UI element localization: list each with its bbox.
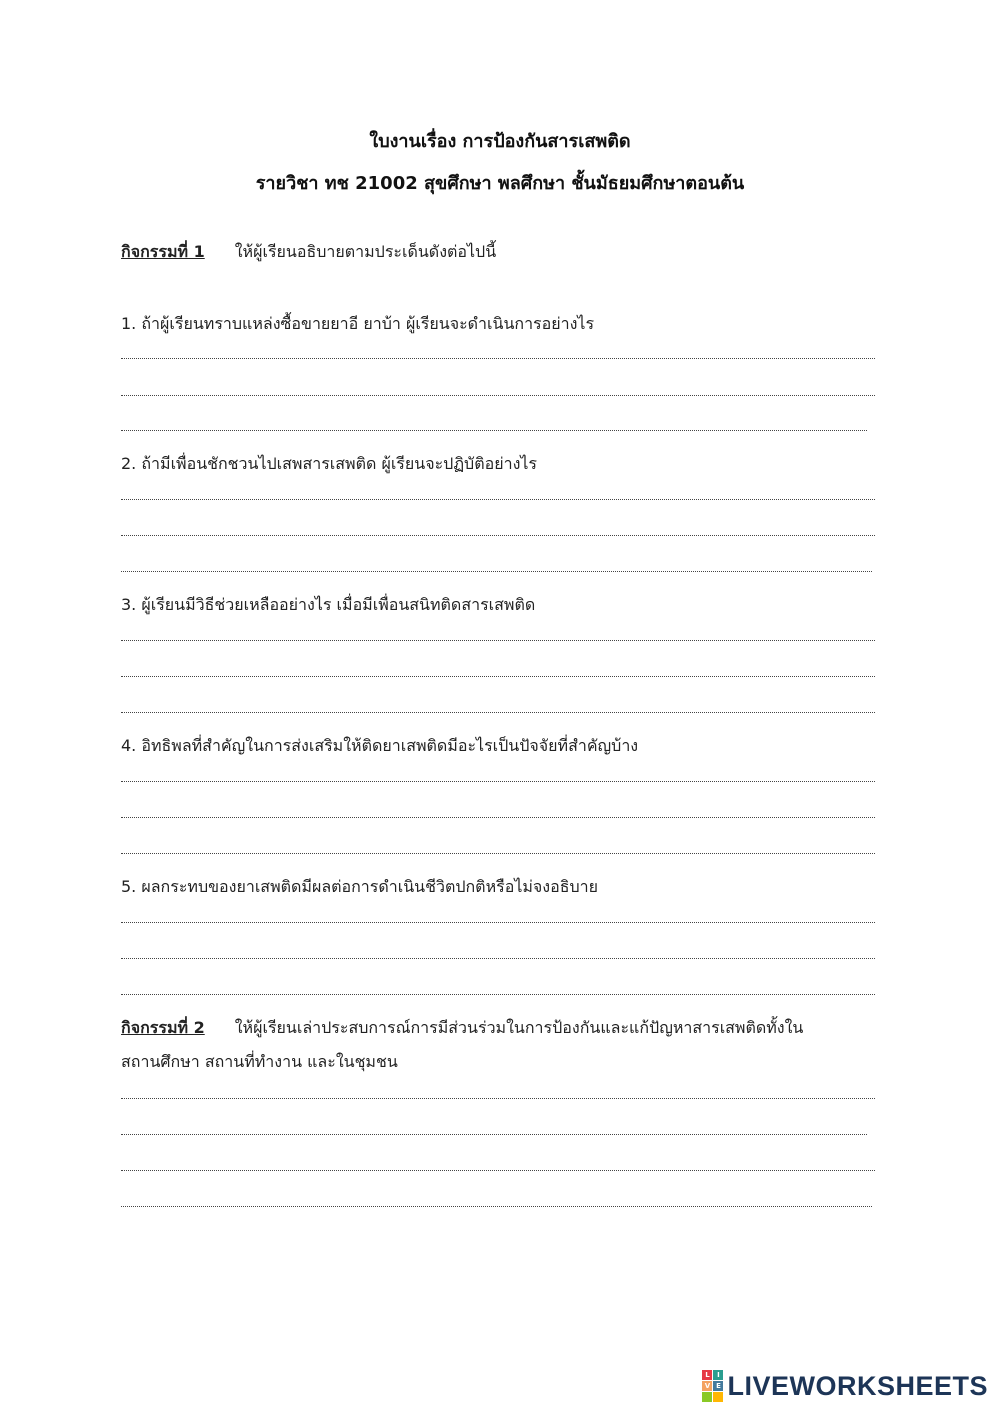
answer-line-4a[interactable] xyxy=(121,781,875,782)
logo-tile-4: E xyxy=(713,1381,723,1391)
answer-line-2c[interactable] xyxy=(121,571,872,572)
activity-1-label: กิจกรรมที่ 1 xyxy=(121,242,205,261)
activity-2-instruction-line1: ให้ผู้เรียนเล่าประสบการณ์การมีส่วนร่วมในการป้องกันและแก้ปัญหาสารเสพติดทั้งใน xyxy=(234,1018,804,1037)
logo-tile-3: V xyxy=(702,1381,712,1391)
answer-line-6b[interactable] xyxy=(121,1134,867,1135)
answer-line-1c[interactable] xyxy=(121,430,867,431)
activity-2-label: กิจกรรมที่ 2 xyxy=(121,1018,205,1037)
answer-line-6d[interactable] xyxy=(121,1206,872,1207)
liveworksheets-logo-icon xyxy=(702,1370,723,1402)
answer-line-2b[interactable] xyxy=(121,535,875,536)
liveworksheets-logo-text: LIVEWORKSHEETS xyxy=(727,1370,988,1401)
activity-2-instruction-line2: สถานศึกษา สถานที่ทำงาน และในชุมชน xyxy=(121,1052,398,1071)
answer-line-5c[interactable] xyxy=(121,994,875,995)
question-4: 4. อิทธิพลที่สำคัญในการส่งเสริมให้ติดยาเสพติดมีอะไรเป็นปัจจัยที่สำคัญบ้าง xyxy=(121,736,639,755)
answer-line-4c[interactable] xyxy=(121,853,875,854)
answer-line-2a[interactable] xyxy=(121,499,875,500)
answer-line-4b[interactable] xyxy=(121,817,875,818)
answer-line-3b[interactable] xyxy=(121,676,875,677)
answer-line-1a[interactable] xyxy=(121,358,875,359)
answer-line-3a[interactable] xyxy=(121,640,875,641)
activity-1-instruction: ให้ผู้เรียนอธิบายตามประเด็นดังต่อไปนี้ xyxy=(234,242,497,261)
question-3: 3. ผู้เรียนมีวิธีช่วยเหลืออย่างไร เมื่อมีเพื่อนสนิทติดสารเสพติด xyxy=(121,595,536,614)
worksheet-title: ใบงานเรื่อง การป้องกันสารเสพติด xyxy=(369,131,631,152)
activity-1-heading xyxy=(121,240,496,265)
liveworksheets-logo xyxy=(702,1370,988,1402)
question-2: 2. ถ้ามีเพื่อนชักชวนไปเสพสารเสพติด ผู้เรียนจะปฏิบัติอย่างไร xyxy=(121,454,538,473)
answer-line-6a[interactable] xyxy=(121,1098,875,1099)
logo-tile-5 xyxy=(702,1392,712,1402)
logo-tile-2: I xyxy=(713,1370,723,1380)
answer-line-5b[interactable] xyxy=(121,958,875,959)
activity-2-heading xyxy=(121,1016,803,1041)
question-1: 1. ถ้าผู้เรียนทราบแหล่งซื้อขายยาอี ยาบ้า ผู้เรียนจะดำเนินการอย่างไร xyxy=(121,314,595,333)
worksheet-subtitle: รายวิชา ทช 21002 สุขศึกษา พลศึกษา ชั้นมัธยมศึกษาตอนต้น xyxy=(255,173,745,194)
answer-line-5a[interactable] xyxy=(121,922,875,923)
logo-tile-6 xyxy=(713,1392,723,1402)
answer-line-6c[interactable] xyxy=(121,1170,875,1171)
logo-tile-1: L xyxy=(702,1370,712,1380)
answer-line-1b[interactable] xyxy=(121,395,875,396)
answer-line-3c[interactable] xyxy=(121,712,875,713)
question-5: 5. ผลกระทบของยาเสพติดมีผลต่อการดำเนินชีวิตปกติหรือไม่จงอธิบาย xyxy=(121,877,598,896)
